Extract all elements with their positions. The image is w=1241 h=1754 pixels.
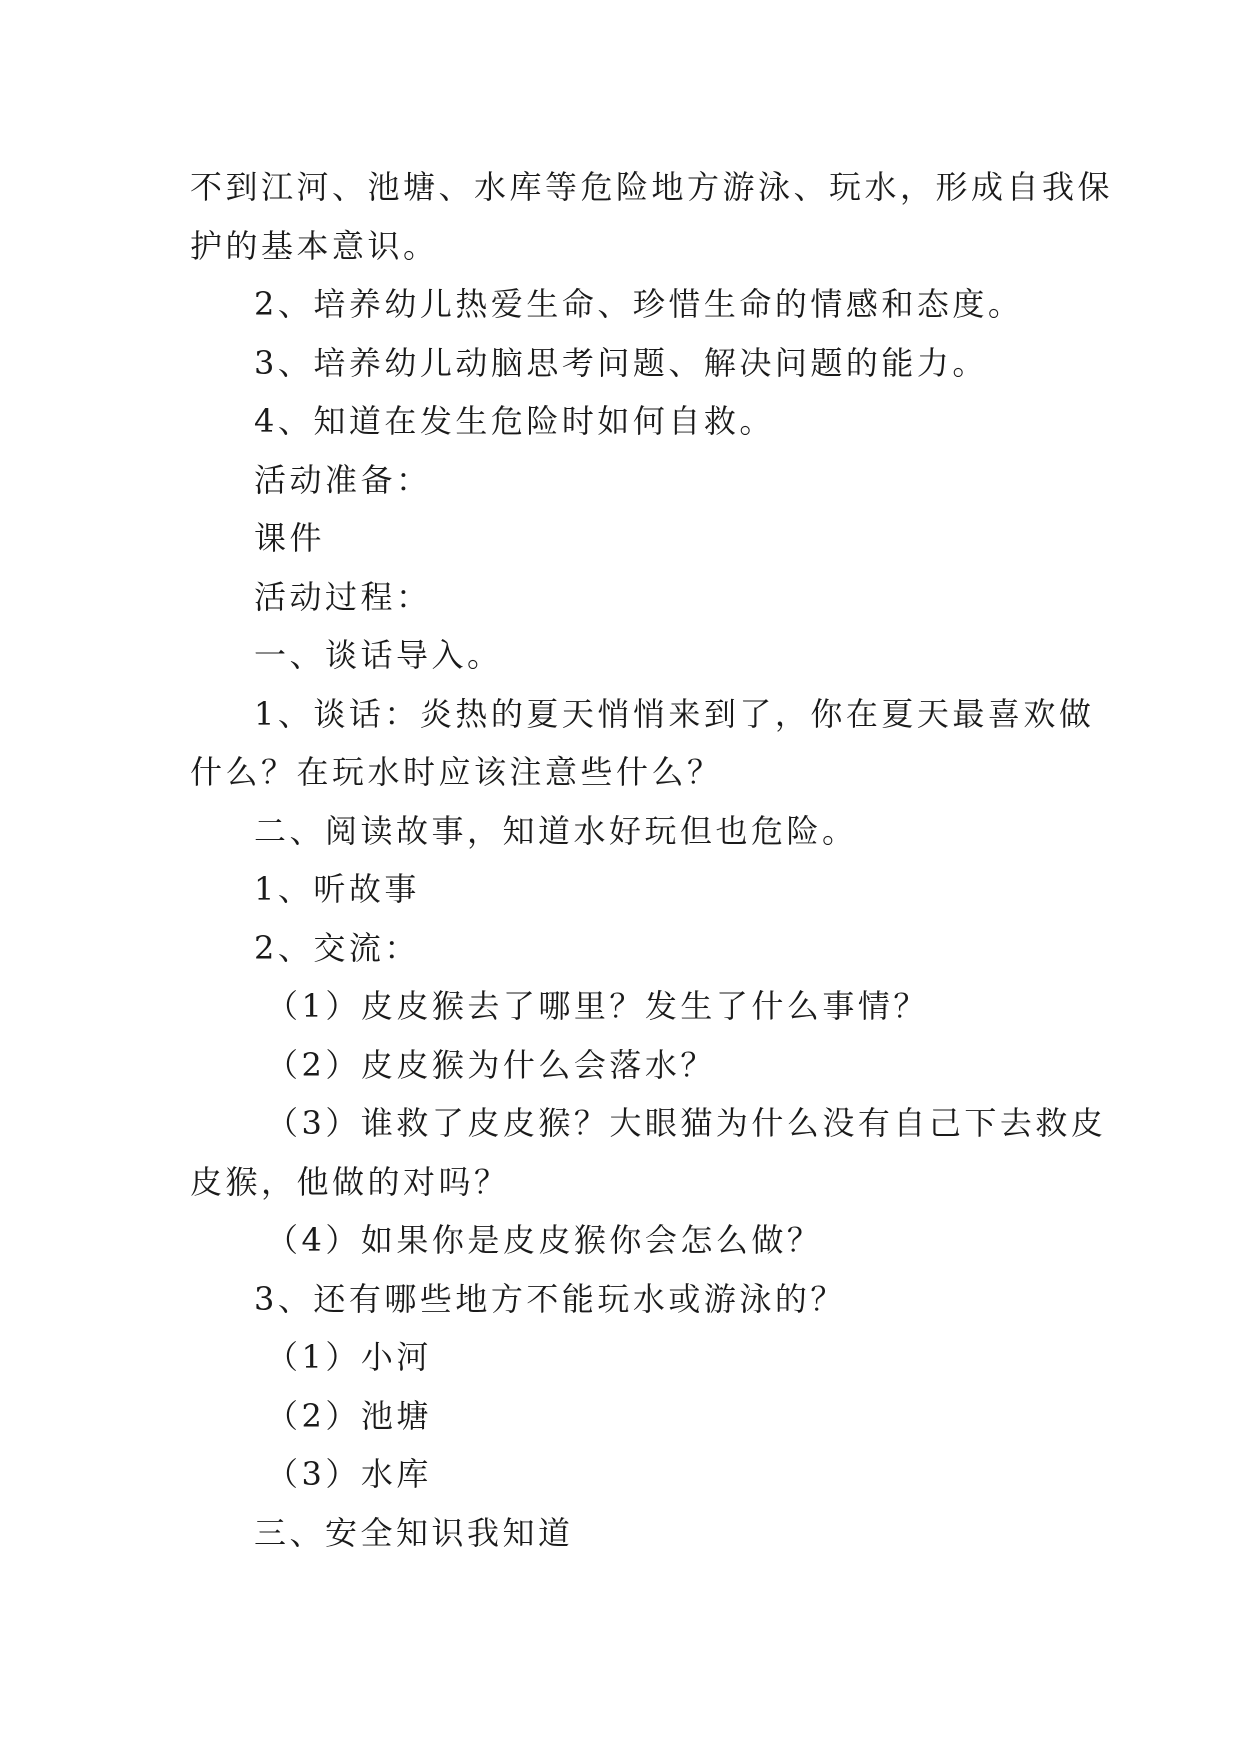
objective-item: 2、培养幼儿热爱生命、珍惜生命的情感和态度。 — [254, 285, 1024, 323]
text-line: 1、谈话：炎热的夏天悄悄来到了，你在夏天最喜欢做 — [254, 694, 1095, 733]
text-line: 3、还有哪些地方不能玩水或游泳的？ — [254, 1279, 846, 1318]
step-heading: 三、安全知识我知道 — [254, 1513, 574, 1552]
text-line: 什么？在玩水时应该注意些什么？ — [190, 753, 723, 791]
text-line: 2、交流： — [254, 928, 420, 967]
list-item: （1）小河 — [266, 1338, 432, 1376]
objective-item: 4、知道在发生危险时如何自救。 — [254, 402, 775, 440]
text-line: 皮猴，他做的对吗？ — [190, 1162, 510, 1201]
list-item: （2）池塘 — [266, 1396, 432, 1435]
text-line: 课件 — [254, 519, 326, 557]
step-heading: 一、谈话导入。 — [254, 636, 503, 674]
objective-item: 3、培养幼儿动脑思考问题、解决问题的能力。 — [254, 343, 988, 382]
section-heading: 活动过程： — [254, 577, 432, 616]
step-heading: 二、阅读故事，知道水好玩但也危险。 — [254, 811, 858, 850]
question-item: （3）谁救了皮皮猴？大眼猫为什么没有自己下去救皮 — [266, 1104, 1107, 1142]
question-item: （4）如果你是皮皮猴你会怎么做？ — [266, 1221, 823, 1259]
text-line: 不到江河、池塘、水库等危险地方游泳、玩水，形成自我保 — [190, 168, 1114, 206]
question-item: （1）皮皮猴去了哪里？发生了什么事情？ — [266, 987, 929, 1025]
question-item: （2）皮皮猴为什么会落水？ — [266, 1045, 716, 1084]
text-line: 1、听故事 — [254, 870, 420, 908]
list-item: （3）水库 — [266, 1455, 432, 1493]
section-heading: 活动准备： — [254, 460, 432, 499]
document-body — [190, 158, 1114, 1562]
text-line: 护的基本意识。 — [190, 226, 439, 265]
